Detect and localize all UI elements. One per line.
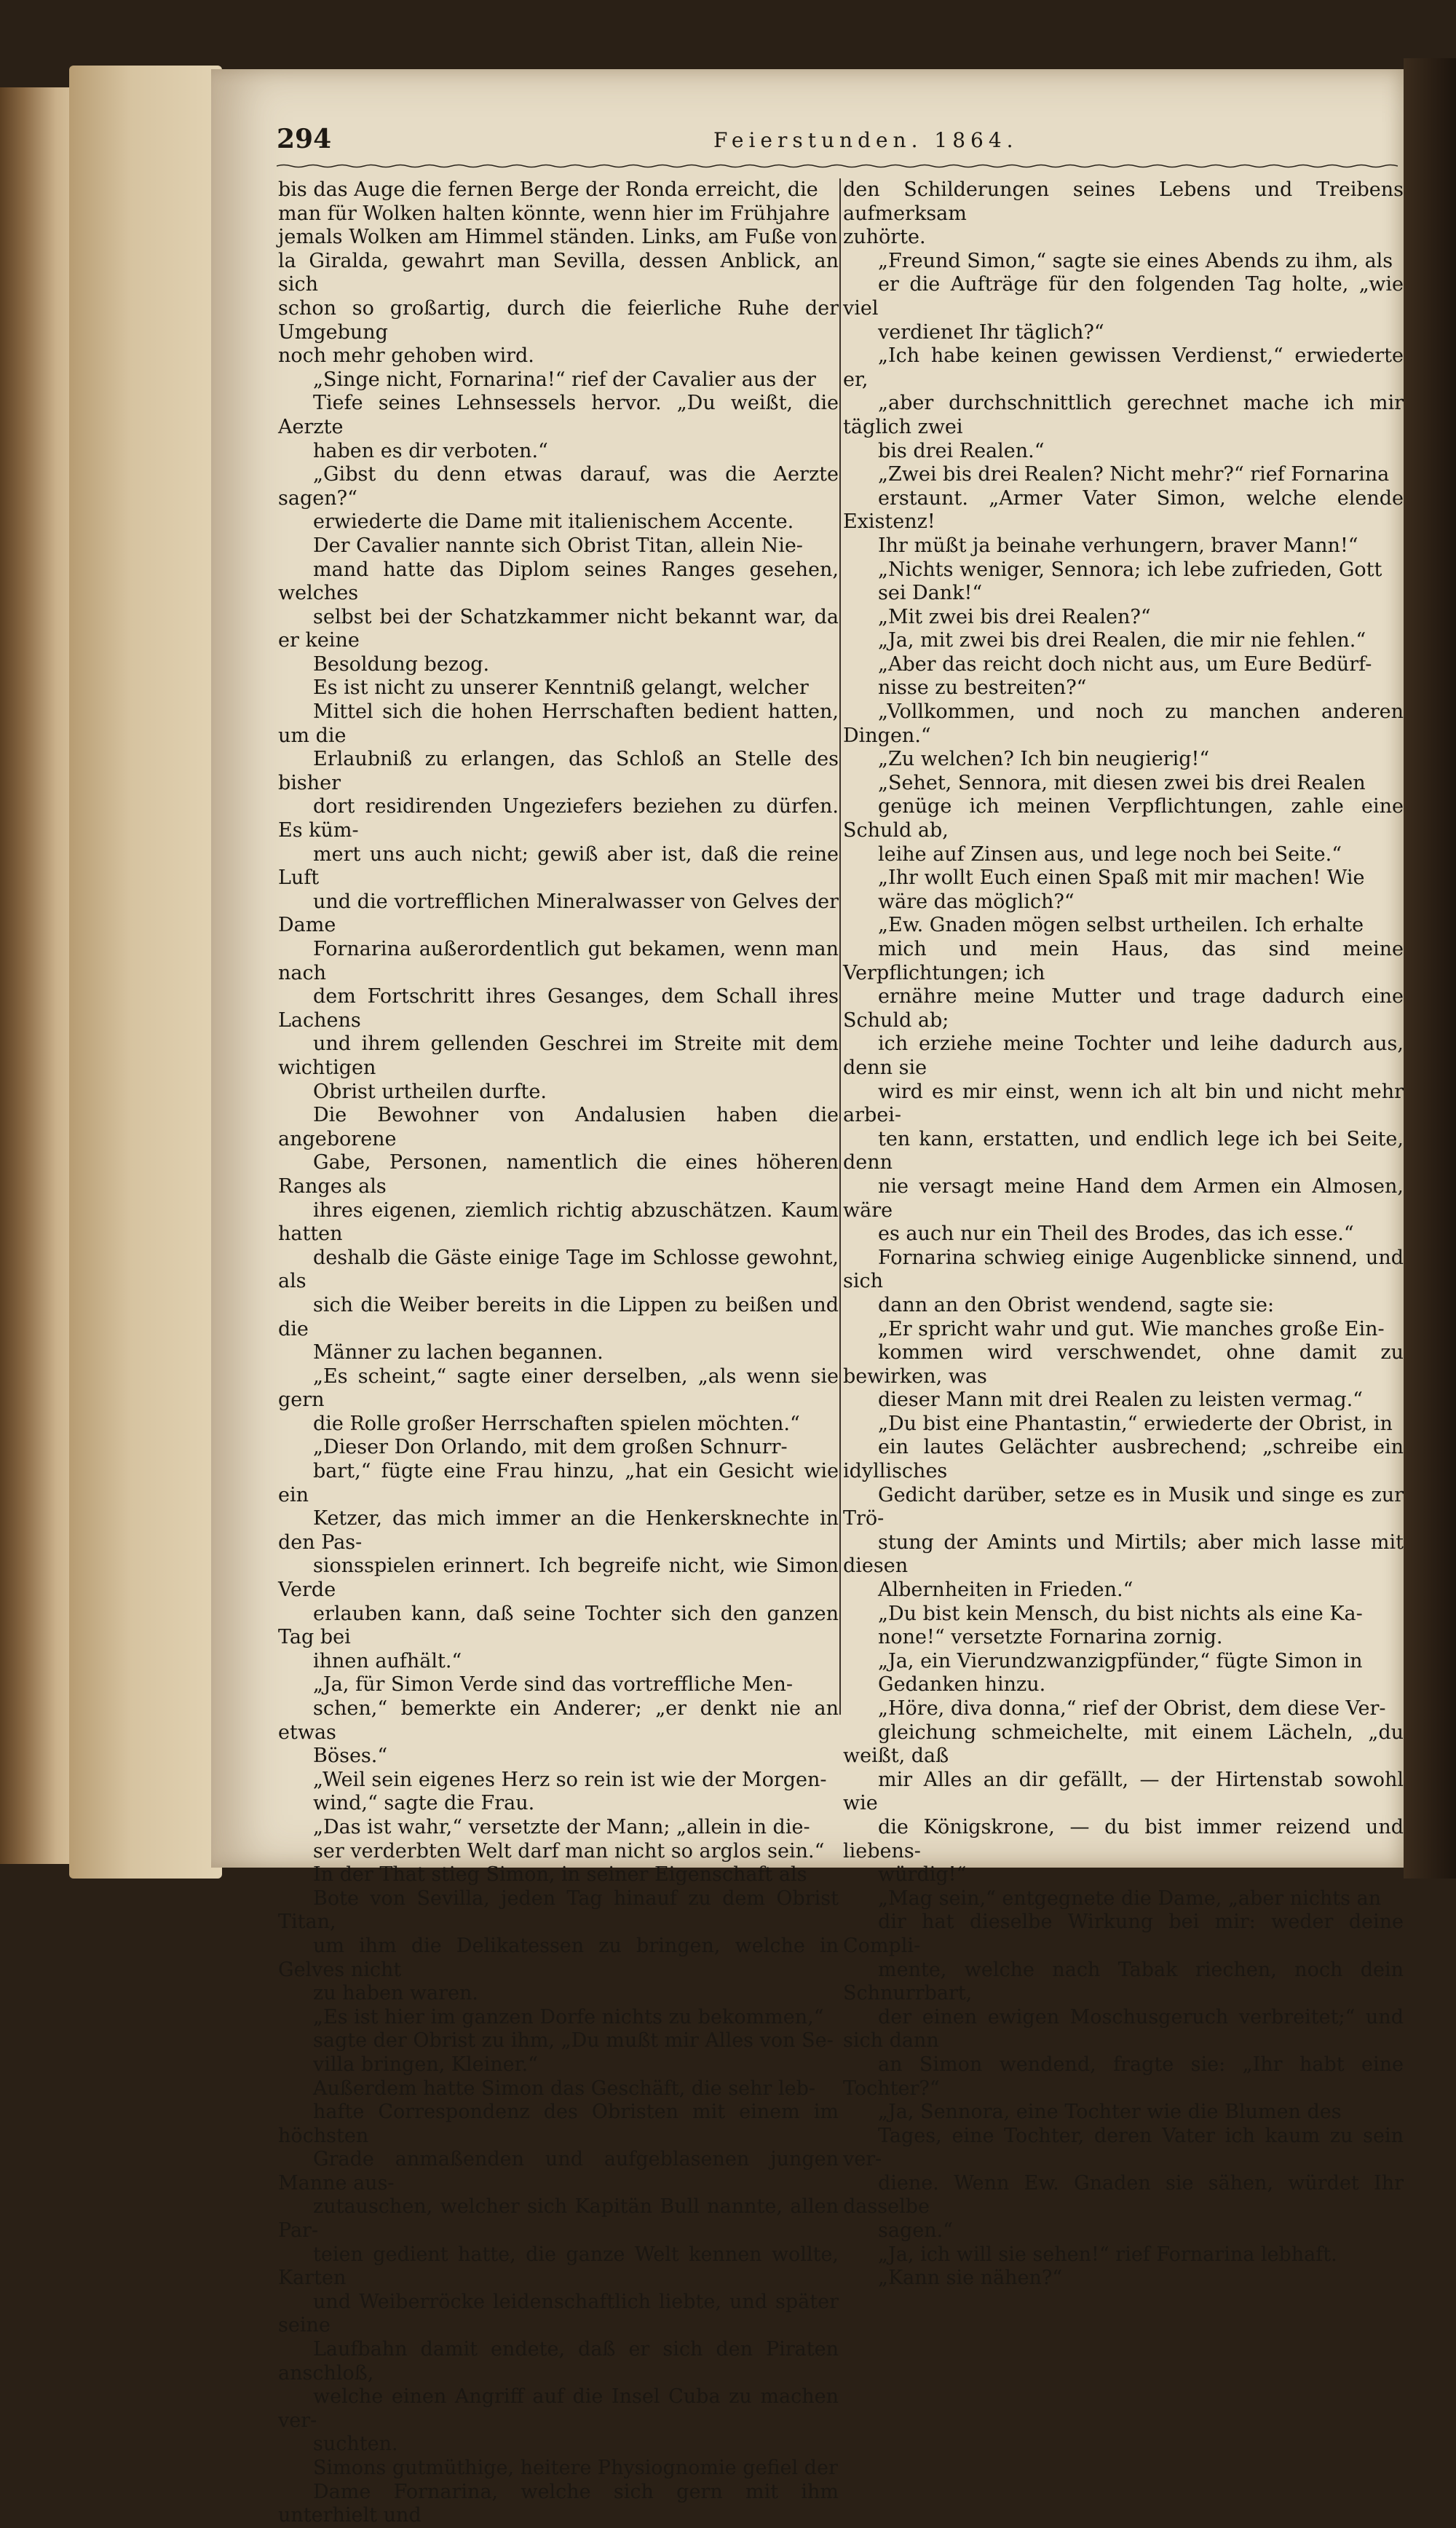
text-line: erlauben kann, daß seine Tochter sich den ganzen Tag bei — [278, 1602, 839, 1649]
text-line: Böses.“ — [313, 1745, 388, 1768]
paragraph — [843, 1603, 1404, 1650]
text-line: dir hat dieselbe Wirkung bei mir: weder deine Compli- — [843, 1911, 1404, 1957]
text-line: „Ja, für Simon Verde sind das vortreffliche Men- — [313, 1673, 794, 1696]
text-line: die Königskrone, — du bist immer reizend und liebens- — [843, 1815, 1404, 1863]
text-line: „Ew. Gnaden mögen selbst urtheilen. Ich erhalte — [878, 914, 1364, 937]
text-line: „Vollkommen, und noch zu manchen anderen Dingen.“ — [843, 700, 1404, 747]
text-line: „Zu welchen? Ich bin neugierig!“ — [878, 748, 1210, 771]
text-line: verdienet Ihr täglich?“ — [878, 320, 1104, 344]
text-line: an Simon wendend, fragte sie: „Ihr habt eine Tochter?“ — [843, 2053, 1404, 2100]
paragraph — [278, 1673, 839, 1768]
paragraph — [278, 2077, 839, 2457]
text-line: Mittel sich die hohen Herrschaften bedient hatten, um die — [278, 700, 839, 747]
text-line: „Zwei bis drei Realen? Nicht mehr?“ rief Fornarina — [878, 463, 1390, 486]
paragraph — [278, 1769, 839, 1816]
paragraph — [843, 1318, 1404, 1413]
text-line: Gabe, Personen, namentlich die eines höheren Ranges als — [278, 1151, 839, 1198]
text-line: „Das ist wahr,“ versetzte der Mann; „allein in die- — [313, 1815, 810, 1838]
paragraph — [278, 1436, 839, 1673]
book-edge-left — [0, 87, 80, 1864]
text-line: man für Wolken halten könnte, wenn hier im Frühjahre — [278, 202, 830, 225]
text-line: „aber durchschnittlich gerechnet mache ich mir täglich zwei — [843, 392, 1404, 438]
text-line: „Freund Simon,“ sagte sie eines Abends zu ihm, als — [878, 249, 1393, 272]
text-line: „Ja, ein Vierundzwanzigpfünder,“ fügte Simon in — [878, 1649, 1363, 1672]
paragraph — [278, 463, 839, 534]
text-line: „Mag sein,“ entgegnete die Dame, „aber nichts an — [878, 1887, 1382, 1910]
text-line: „Sehet, Sennora, mit diesen zwei bis drei Realen — [878, 771, 1366, 794]
text-line: „Höre, diva donna,“ rief der Obrist, dem diese Ver- — [878, 1697, 1386, 1720]
text-line: Fornarina außerordentlich gut bekamen, wenn man nach — [278, 938, 839, 984]
text-line: Männer zu lachen begannen. — [313, 1341, 604, 1364]
text-line: la Giralda, gewahrt man Sevilla, dessen Anblick, an sich — [278, 249, 839, 296]
book-cover-right — [1404, 58, 1456, 1879]
text-line: wird es mir einst, wenn ich alt bin und nicht mehr arbei- — [843, 1080, 1404, 1127]
paragraph — [843, 344, 1404, 463]
text-line: um ihm die Delikatessen zu bringen, welche in Gelves nicht — [278, 1934, 839, 1981]
text-line: sei Dank!“ — [878, 582, 983, 605]
text-line: nie versagt meine Hand dem Armen ein Almosen, wäre — [843, 1174, 1404, 1222]
text-line: ein lautes Gelächter ausbrechend; „schreibe ein idyllisches — [843, 1436, 1404, 1483]
paragraph — [278, 534, 839, 677]
page-header — [277, 124, 1398, 160]
text-line: und ihrem gellenden Geschrei im Streite mit dem wichtigen — [278, 1032, 839, 1079]
text-line: mir Alles an dir gefällt, — der Hirtenstab sowohl wie — [843, 1768, 1404, 1815]
text-line: Albernheiten in Frieden.“ — [878, 1579, 1133, 1602]
text-line: ihnen aufhält.“ — [313, 1649, 462, 1672]
text-line: „Ja, mit zwei bis drei Realen, die mir nie fehlen.“ — [878, 629, 1366, 652]
paragraph — [843, 748, 1404, 772]
text-line: „Es scheint,“ sagte einer derselben, „als wenn sie gern — [278, 1364, 839, 1412]
paragraph — [843, 2243, 1404, 2291]
text-line: Außerdem hatte Simon das Geschäft, die sehr leb- — [313, 2077, 816, 2100]
text-line: ernähre meine Mutter und trage dadurch eine Schuld ab; — [843, 985, 1404, 1032]
text-line: Gedanken hinzu. — [878, 1673, 1046, 1696]
text-line: jemals Wolken am Himmel ständen. Links, am Fuße von — [278, 226, 838, 249]
text-line: Es ist nicht zu unserer Kenntniß gelangt, welcher — [313, 676, 809, 700]
text-column-right — [843, 178, 1404, 2291]
column-divider — [839, 178, 841, 1715]
text-line: die Rolle großer Herrschaften spielen möchten.“ — [313, 1412, 800, 1435]
paragraph — [843, 629, 1404, 653]
paragraph — [278, 676, 839, 1104]
text-line: zuhörte. — [843, 226, 926, 249]
text-line: „Mit zwei bis drei Realen?“ — [878, 605, 1151, 628]
text-line: mand hatte das Diplom seines Ranges gesehen, welches — [278, 558, 839, 605]
text-line: zutauschen, welcher sich Kapitän Bull nannte, allen Par- — [278, 2195, 839, 2243]
text-column-left — [278, 178, 839, 2528]
text-line: Laufbahn damit endete, daß er sich den Piraten anschloß, — [278, 2338, 839, 2385]
text-line: dann an den Obrist wendend, sagte sie: — [878, 1293, 1275, 1316]
text-line: schon so großartig, durch die feierliche Ruhe der Umgebung — [278, 296, 839, 344]
paragraph — [843, 1413, 1404, 1603]
text-line: schen,“ bemerkte ein Anderer; „er denkt nie an etwas — [278, 1697, 839, 1744]
paragraph — [278, 1365, 839, 1437]
page-stack-left — [69, 66, 222, 1879]
text-line: der einen ewigen Moschusgeruch verbreitet;“ und sich dann — [843, 2005, 1404, 2053]
text-line: „Weil sein eigenes Herz so rein ist wie der Morgen- — [313, 1768, 827, 1791]
paragraph — [278, 1104, 839, 1365]
text-line: sich die Weiber bereits in die Lippen zu beißen und die — [278, 1293, 839, 1340]
text-line: „Aber das reicht doch nicht aus, um Eure Bedürf- — [878, 652, 1372, 676]
text-line: Dame Fornarina, welche sich gern mit ihm unterhielt und — [278, 2480, 839, 2527]
text-line: Die Bewohner von Andalusien haben die angeborene — [278, 1104, 839, 1150]
text-line: „Ja, ich will sie sehen!“ rief Fornarina lebhaft. — [878, 2243, 1337, 2266]
text-line: Obrist urtheilen durfte. — [313, 1080, 547, 1103]
text-line: suchten. — [313, 2433, 398, 2456]
paragraph — [843, 1697, 1404, 1887]
text-line: Ketzer, das mich immer an die Henkersknechte in den Pas- — [278, 1507, 839, 1554]
text-line: Gedicht darüber, setze es in Musik und singe es zur Trö- — [843, 1483, 1404, 1530]
text-line: dieser Mann mit drei Realen zu leisten vermag.“ — [878, 1389, 1363, 1412]
paragraph — [278, 368, 839, 463]
text-line: „Er spricht wahr und gut. Wie manches große Ein- — [878, 1317, 1385, 1340]
text-line: „Singe nicht, Fornarina!“ rief der Cavalier aus der — [313, 368, 816, 391]
text-line: mente, welche nach Tabak riechen, noch dein Schnurrbart, — [843, 1958, 1404, 2005]
text-line: In der That stieg Simon, in seiner Eigenschaft als — [313, 1863, 807, 1887]
text-line: Ihr müßt ja beinahe verhungern, braver Mann!“ — [878, 534, 1358, 557]
text-line: „Du bist kein Mensch, du bist nichts als eine Ka- — [878, 1602, 1363, 1625]
text-line: und die vortrefflichen Mineralwasser von Gelves der Dame — [278, 890, 839, 937]
text-line: ten kann, erstatten, und endlich lege ich bei Seite, denn — [843, 1127, 1404, 1174]
text-line: ihres eigenen, ziemlich richtig abzuschätzen. Kaum hatten — [278, 1198, 839, 1246]
paragraph — [843, 2101, 1404, 2243]
text-line: haben es dir verboten.“ — [313, 439, 548, 462]
running-head: Feierstunden. 1864. — [713, 128, 1018, 152]
text-line: deshalb die Gäste einige Tage im Schlosse gewohnt, als — [278, 1246, 839, 1293]
paragraph — [843, 178, 1404, 250]
text-line: stung der Amints und Mirtils; aber mich lasse mit diesen — [843, 1530, 1404, 1578]
text-line: zu haben waren. — [313, 1982, 478, 2005]
text-line: nisse zu bestreiten?“ — [878, 676, 1087, 700]
text-line: wäre das möglich?“ — [878, 890, 1075, 913]
text-line: ser verderbten Welt darf man nicht so arglos sein.“ — [313, 1839, 825, 1863]
text-line: er die Aufträge für den folgenden Tag holte, „wie viel — [843, 273, 1404, 320]
text-line: Tages, eine Tochter, deren Vater ich kaum zu sein ver- — [843, 2124, 1404, 2171]
text-line: bart,“ fügte eine Frau hinzu, „hat ein Gesicht wie ein — [278, 1460, 839, 1506]
text-line: „Dieser Don Orlando, mit dem großen Schnurr- — [313, 1436, 788, 1459]
text-line: Tiefe seines Lehnsessels hervor. „Du weißt, die Aerzte — [278, 392, 839, 438]
paragraph — [843, 914, 1404, 1246]
text-line: diene. Wenn Ew. Gnaden sie sähen, würdet Ihr dasselbe — [843, 2171, 1404, 2219]
paragraph — [843, 1247, 1404, 1318]
text-line: Erlaubniß zu erlangen, das Schloß an Stelle des bisher — [278, 748, 839, 794]
text-line: Der Cavalier nannte sich Obrist Titan, allein Nie- — [313, 534, 803, 557]
text-line: „Ich habe keinen gewissen Verdienst,“ erwiederte er, — [843, 344, 1404, 391]
text-line: none!“ versetzte Fornarina zornig. — [878, 1626, 1223, 1649]
paragraph — [843, 1887, 1404, 2101]
text-line: dem Fortschritt ihres Gesanges, dem Schall ihres Lachens — [278, 985, 839, 1032]
text-line: es auch nur ein Theil des Brodes, das ich esse.“ — [878, 1222, 1354, 1246]
text-line: selbst bei der Schatzkammer nicht bekannt war, da er keine — [278, 605, 839, 652]
page-number: 294 — [277, 124, 332, 154]
text-line: „Gibst du denn etwas darauf, was die Aerzte sagen?“ — [278, 463, 839, 510]
text-line: villa bringen, Kleiner.“ — [313, 2053, 538, 2076]
text-line: „Ja, Sennora, eine Tochter wie die Blumen des — [878, 2101, 1342, 2124]
text-line: den Schilderungen seines Lebens und Treibens aufmerksam — [843, 178, 1404, 225]
text-line: bis das Auge die fernen Berge der Ronda erreicht, die — [278, 178, 818, 201]
text-line: sionsspielen erinnert. Ich begreife nicht, wie Simon Verde — [278, 1555, 839, 1602]
paragraph — [843, 1650, 1404, 1697]
text-line: „Ihr wollt Euch einen Spaß mit mir machen! Wie — [878, 866, 1365, 890]
text-line: mich und mein Haus, das sind meine Verpflichtungen; ich — [843, 938, 1404, 984]
text-line: Grade anmaßenden und aufgeblasenen jungen Manne aus- — [278, 2148, 839, 2195]
paragraph — [843, 463, 1404, 558]
text-line: „Nichts weniger, Sennora; ich lebe zufrieden, Gott — [878, 558, 1382, 581]
paragraph — [278, 1863, 839, 2006]
paragraph — [843, 558, 1404, 606]
paragraph — [278, 1816, 839, 1863]
text-line: und Weiberröcke leidenschaftlich liebte, und später seine — [278, 2290, 839, 2337]
text-line: sagte der Obrist zu ihm, „Du mußt mir Alles von Se- — [313, 2029, 834, 2053]
text-line: erwiederte die Dame mit italienischem Accente. — [313, 510, 794, 534]
text-line: bis drei Realen.“ — [878, 439, 1045, 462]
text-line: erstaunt. „Armer Vater Simon, welche elende Existenz! — [843, 486, 1404, 534]
paragraph — [278, 2006, 839, 2077]
paragraph — [843, 606, 1404, 630]
paragraph — [843, 772, 1404, 866]
text-line: Besoldung bezog. — [313, 652, 490, 676]
paragraph — [843, 700, 1404, 748]
paragraph — [843, 653, 1404, 700]
text-line: ich erziehe meine Tochter und leihe dadurch aus, denn sie — [843, 1032, 1404, 1079]
text-line: mert uns auch nicht; gewiß aber ist, daß die reine Luft — [278, 842, 839, 890]
text-line: sagen.“ — [878, 2219, 953, 2243]
paragraph — [843, 250, 1404, 344]
text-line: genüge ich meinen Verpflichtungen, zahle eine Schuld ab, — [843, 795, 1404, 842]
text-line: Bote von Sevilla, jeden Tag hinauf zu dem Obrist Titan, — [278, 1887, 839, 1934]
text-line: würdig!“ — [878, 1863, 967, 1887]
text-line: „Kann sie nähen?“ — [878, 2267, 1063, 2290]
text-line: Simons gutmüthige, heitere Physiognomie gefiel der — [313, 2457, 838, 2479]
text-line: gleichung schmeichelte, mit einem Lächeln, „du weißt, daß — [843, 1721, 1404, 1768]
text-line: „Du bist eine Phantastin,“ erwiederte der Obrist, in — [878, 1412, 1393, 1435]
text-line: wind,“ sagte die Frau. — [313, 1792, 535, 1815]
text-line: kommen wird verschwendet, ohne damit zu bewirken, was — [843, 1341, 1404, 1388]
paragraph — [278, 2457, 839, 2528]
text-line: teien gedient hatte, die ganze Welt kennen wollte, Karten — [278, 2243, 839, 2290]
text-line: noch mehr gehoben wird. — [278, 344, 534, 368]
text-line: welche einen Angriff auf die Insel Cuba zu machen ver- — [278, 2385, 839, 2432]
header-wavy-rule — [277, 164, 1398, 168]
text-line: leihe auf Zinsen aus, und lege noch bei Seite.“ — [878, 842, 1342, 866]
paragraph — [843, 866, 1404, 914]
text-line: dort residirenden Ungeziefers beziehen zu dürfen. Es küm- — [278, 795, 839, 842]
text-line: hafte Correspondenz des Obristen mit einem im höchsten — [278, 2101, 839, 2147]
text-line: Fornarina schwieg einige Augenblicke sinnend, und sich — [843, 1246, 1404, 1293]
paragraph — [278, 178, 839, 368]
text-line: „Es ist hier im ganzen Dorfe nichts zu bekommen,“ — [313, 2005, 824, 2029]
